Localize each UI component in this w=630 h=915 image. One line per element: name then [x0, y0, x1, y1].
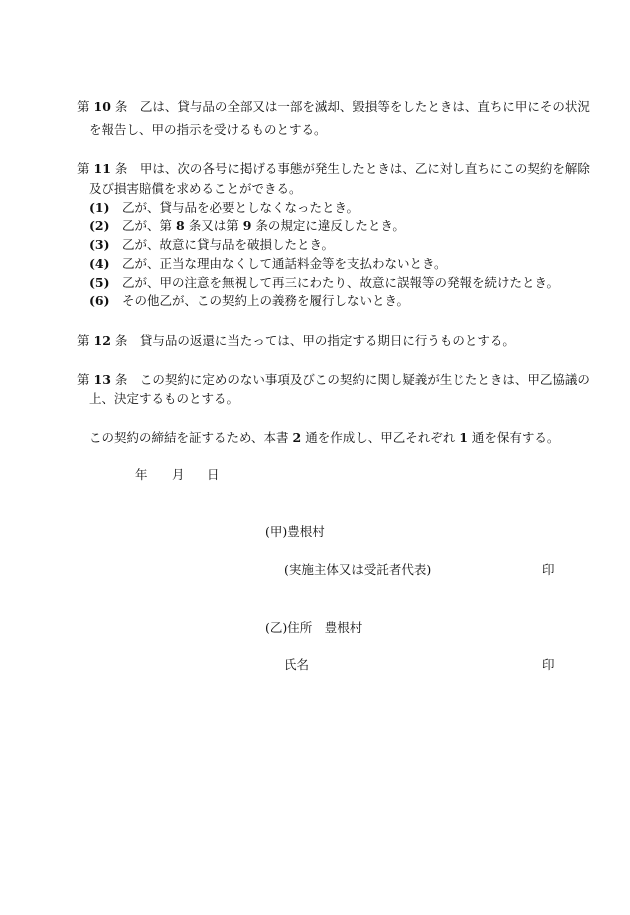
article-11-heading-suffix: 条	[114, 161, 128, 176]
item-text-b: 条又は第	[188, 218, 239, 233]
item-number: (2)	[89, 218, 110, 233]
article-13-heading-suffix: 条	[114, 372, 128, 387]
article-10-heading-suffix: 条	[114, 99, 128, 114]
article-13-line-2	[89, 391, 239, 407]
party-a-representative: (実施主体又は受託者代表)	[284, 562, 432, 577]
party-b-address-row	[265, 620, 362, 636]
article-11-text-1: 甲は、次の各号に掲げる事態が発生したときは、乙に対し直ちにこの契約を解除	[139, 161, 590, 176]
article-10-text-2: を報告し、甲の指示を受けるものとする。	[89, 122, 327, 137]
item-text: 乙が、甲の注意を無視して再三にわたり、故意に誤報等の発報を続けたとき。	[122, 275, 560, 290]
item-text: その他乙が、この契約上の義務を履行しないとき。	[122, 293, 410, 308]
article-10-line-2	[89, 122, 327, 138]
article-13-heading-prefix: 第	[77, 372, 90, 387]
article-10-number: 10	[93, 99, 111, 114]
article-12-heading-suffix: 条	[114, 333, 128, 348]
article-11-item-2	[89, 218, 405, 234]
party-a-seal: 印	[542, 562, 555, 577]
article-12-text-1: 貸与品の返還に当たっては、甲の指定する期日に行うものとする。	[139, 333, 515, 348]
closing-text-a: この契約の締結を証するため、本書	[89, 430, 289, 445]
closing-text-c: 通を保有する。	[471, 430, 560, 445]
article-10-line-1	[77, 99, 590, 115]
date-day: 日	[207, 467, 220, 482]
article-11-line-1	[77, 161, 590, 177]
item-text-c: 条の規定に違反したとき。	[255, 218, 405, 233]
item-text: 乙が、貸与品を必要としなくなったとき。	[122, 200, 360, 215]
item-text-a: 乙が、第	[122, 218, 173, 233]
item-text: 乙が、正当な理由なくして通話料金等を支払わないとき。	[122, 256, 447, 271]
party-b-address: 豊根村	[324, 620, 363, 635]
closing-text-b: 通を作成し、甲乙それぞれ	[305, 430, 456, 445]
article-11-item-3	[89, 237, 334, 253]
item-number: (6)	[89, 293, 110, 308]
article-11-number: 11	[93, 161, 111, 176]
article-11-line-2	[89, 181, 302, 197]
article-13-line-1	[77, 372, 590, 388]
closing-statement	[89, 430, 559, 446]
article-10-text-1: 乙は、貸与品の全部又は一部を滅却、毀損等をしたときは、直ちに甲にその状況	[139, 99, 590, 114]
article-11-item-5	[89, 275, 559, 291]
party-b-name-label: 氏名	[284, 657, 310, 672]
item-text: 乙が、故意に貸与品を破損したとき。	[122, 237, 335, 252]
item-number: (1)	[89, 200, 110, 215]
article-11-item-6	[89, 293, 409, 309]
article-11-heading-prefix: 第	[77, 161, 90, 176]
article-12-number: 12	[93, 333, 111, 348]
article-13-number: 13	[93, 372, 111, 387]
item-number: (5)	[89, 275, 110, 290]
closing-count-copies: 2	[292, 430, 302, 445]
date-month: 月	[172, 467, 185, 482]
article-11-text-2: 及び損害賠償を求めることができる。	[89, 181, 302, 196]
article-12-line-1	[77, 333, 515, 349]
article-12-heading-prefix: 第	[77, 333, 90, 348]
article-11-item-4	[89, 256, 447, 272]
party-b-label: (乙)住所	[265, 620, 313, 635]
article-10-heading-prefix: 第	[77, 99, 90, 114]
item-ref-article-8: 8	[176, 218, 185, 233]
party-b-seal: 印	[542, 657, 555, 672]
article-13-text-1: この契約に定めのない事項及びこの契約に関し疑義が生じたときは、甲乙協議の	[139, 372, 590, 387]
item-number: (4)	[89, 256, 110, 271]
article-11-item-1	[89, 200, 359, 216]
article-13-text-2: 上、決定するものとする。	[89, 391, 240, 406]
date-year: 年	[135, 467, 148, 482]
party-a-label: (甲)豊根村	[265, 524, 325, 539]
closing-count-each: 1	[459, 430, 468, 445]
item-number: (3)	[89, 237, 110, 252]
item-ref-article-9: 9	[242, 218, 252, 233]
